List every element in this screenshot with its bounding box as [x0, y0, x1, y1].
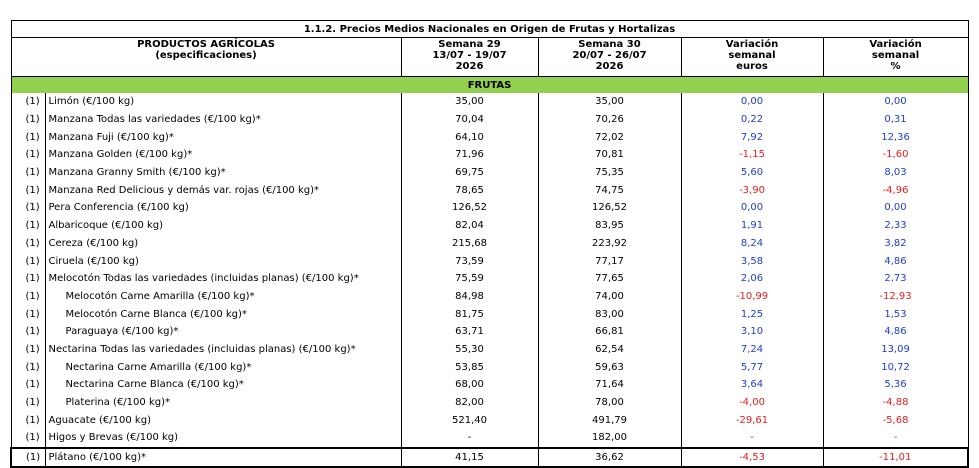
- row-mark: (1): [11, 235, 45, 253]
- variation-percent: 12,36: [823, 128, 968, 146]
- row-mark: (1): [11, 252, 45, 270]
- product-name: Higos y Brevas (€/100 kg): [45, 429, 401, 448]
- variation-euros: 3,58: [681, 252, 823, 270]
- week2-price: 182,00: [538, 429, 681, 448]
- product-name: Manzana Fuji (€/100 kg)*: [45, 128, 401, 146]
- week2-price: 75,35: [538, 164, 681, 182]
- row-mark: (1): [11, 199, 45, 217]
- week2-price: 71,64: [538, 376, 681, 394]
- header-week2: [538, 38, 681, 77]
- table-row: [11, 146, 968, 164]
- table-title: 1.1.2. Precios Medios Nacionales en Origen de Frutas y Hortalizas: [11, 21, 968, 38]
- row-mark: (1): [11, 128, 45, 146]
- week1-price: 73,59: [401, 252, 538, 270]
- table-row: [11, 252, 968, 270]
- week2-price: 77,17: [538, 252, 681, 270]
- table-row: [11, 217, 968, 235]
- table-row: [11, 93, 968, 111]
- row-mark: (1): [11, 93, 45, 111]
- variation-euros: 1,25: [681, 305, 823, 323]
- week1-price: 69,75: [401, 164, 538, 182]
- table-row: [11, 164, 968, 182]
- week1-price: 63,71: [401, 323, 538, 341]
- header-product-line1: PRODUCTOS AGRÍCOLAS: [137, 39, 275, 50]
- row-mark: (1): [11, 181, 45, 199]
- header-var-eur: [681, 38, 823, 77]
- table-row: [11, 111, 968, 129]
- variation-percent: -4,96: [823, 181, 968, 199]
- row-mark: (1): [11, 305, 45, 323]
- table-row: [11, 199, 968, 217]
- variation-percent: -11,01: [823, 448, 968, 468]
- table-row: [11, 358, 968, 376]
- row-mark: (1): [11, 146, 45, 164]
- week2-price: 72,02: [538, 128, 681, 146]
- week1-price: 81,75: [401, 305, 538, 323]
- week1-price: 71,96: [401, 146, 538, 164]
- week2-price: 70,26: [538, 111, 681, 129]
- header-week1: [401, 38, 538, 77]
- week2-price: 74,75: [538, 181, 681, 199]
- variation-euros: -10,99: [681, 288, 823, 306]
- variation-euros: 7,92: [681, 128, 823, 146]
- variation-percent: 4,86: [823, 323, 968, 341]
- product-name: Platerina (€/100 kg)*: [45, 394, 401, 412]
- product-name: Plátano (€/100 kg)*: [45, 448, 401, 468]
- row-mark: (1): [11, 341, 45, 359]
- table-row: [11, 235, 968, 253]
- section-title: FRUTAS: [11, 77, 968, 94]
- variation-percent: 3,82: [823, 235, 968, 253]
- section-row-frutas: [11, 77, 968, 94]
- week1-price: 41,15: [401, 448, 538, 468]
- product-name: Melocotón Carne Amarilla (€/100 kg)*: [45, 288, 401, 306]
- table-row: [11, 305, 968, 323]
- variation-percent: 10,72: [823, 358, 968, 376]
- header-var-pct: [823, 38, 968, 77]
- product-name: Albaricoque (€/100 kg): [45, 217, 401, 235]
- week1-price: 35,00: [401, 93, 538, 111]
- week2-price: 83,00: [538, 305, 681, 323]
- table-title-row: [11, 21, 968, 38]
- week1-price: 215,68: [401, 235, 538, 253]
- variation-euros: 5,60: [681, 164, 823, 182]
- table-row: [11, 181, 968, 199]
- header-week1-line3: 2026: [455, 61, 484, 72]
- product-name: Ciruela (€/100 kg): [45, 252, 401, 270]
- row-mark: (1): [11, 111, 45, 129]
- week2-price: 126,52: [538, 199, 681, 217]
- header-row: [11, 38, 968, 77]
- product-name: Manzana Red Delicious y demás var. rojas (€/100 kg)*: [45, 181, 401, 199]
- week1-price: -: [401, 429, 538, 448]
- product-name: Manzana Golden (€/100 kg)*: [45, 146, 401, 164]
- header-var-pct-line3: %: [890, 61, 901, 72]
- variation-euros: 0,00: [681, 199, 823, 217]
- table-row: [11, 323, 968, 341]
- table-row: [11, 341, 968, 359]
- week2-price: 77,65: [538, 270, 681, 288]
- variation-euros: -1,15: [681, 146, 823, 164]
- week1-price: 78,65: [401, 181, 538, 199]
- variation-percent: 2,33: [823, 217, 968, 235]
- header-product-line2: (especificaciones): [155, 50, 257, 61]
- variation-euros: 7,24: [681, 341, 823, 359]
- header-var-pct-line1: Variación: [869, 39, 922, 50]
- week1-price: 126,52: [401, 199, 538, 217]
- variation-percent: 0,00: [823, 199, 968, 217]
- row-mark: (1): [11, 448, 45, 468]
- header-var-eur-line3: euros: [736, 61, 768, 72]
- product-name: Manzana Todas las variedades (€/100 kg)*: [45, 111, 401, 129]
- week2-price: 66,81: [538, 323, 681, 341]
- product-name: Melocotón Todas las variedades (incluidas planas) (€/100 kg)*: [45, 270, 401, 288]
- product-name: Limón (€/100 kg): [45, 93, 401, 111]
- week1-price: 64,10: [401, 128, 538, 146]
- week2-price: 78,00: [538, 394, 681, 412]
- row-mark: (1): [11, 164, 45, 182]
- row-mark: (1): [11, 358, 45, 376]
- week1-price: 84,98: [401, 288, 538, 306]
- row-mark: (1): [11, 411, 45, 429]
- variation-percent: -4,88: [823, 394, 968, 412]
- header-product: [11, 38, 401, 77]
- header-var-pct-line2: semanal: [871, 50, 920, 61]
- variation-euros: 0,22: [681, 111, 823, 129]
- variation-euros: 0,00: [681, 93, 823, 111]
- variation-percent: 1,53: [823, 305, 968, 323]
- variation-percent: 13,09: [823, 341, 968, 359]
- variation-percent: -12,93: [823, 288, 968, 306]
- week2-price: 36,62: [538, 448, 681, 468]
- row-mark: (1): [11, 429, 45, 448]
- variation-percent: 5,36: [823, 376, 968, 394]
- week1-price: 70,04: [401, 111, 538, 129]
- product-name: Nectarina Todas las variedades (incluidas planas) (€/100 kg)*: [45, 341, 401, 359]
- product-name: Cereza (€/100 kg): [45, 235, 401, 253]
- variation-euros: -4,00: [681, 394, 823, 412]
- header-var-eur-line1: Variación: [725, 39, 779, 50]
- table-row: [11, 448, 968, 468]
- table-row: [11, 411, 968, 429]
- table-row: [11, 394, 968, 412]
- variation-euros: -3,90: [681, 181, 823, 199]
- row-mark: (1): [11, 376, 45, 394]
- variation-percent: 4,86: [823, 252, 968, 270]
- week1-price: 55,30: [401, 341, 538, 359]
- price-table: [10, 20, 969, 468]
- variation-euros: 8,24: [681, 235, 823, 253]
- header-week1-line1: Semana 29: [438, 39, 501, 50]
- price-table-container: [10, 20, 967, 468]
- header-week1-line2: 13/07 - 19/07: [432, 50, 507, 61]
- variation-percent: 2,73: [823, 270, 968, 288]
- variation-percent: -1,60: [823, 146, 968, 164]
- product-name: Aguacate (€/100 kg): [45, 411, 401, 429]
- variation-euros: 1,91: [681, 217, 823, 235]
- row-mark: (1): [11, 323, 45, 341]
- week2-price: 35,00: [538, 93, 681, 111]
- week1-price: 53,85: [401, 358, 538, 376]
- product-name: Nectarina Carne Amarilla (€/100 kg)*: [45, 358, 401, 376]
- row-mark: (1): [11, 288, 45, 306]
- variation-euros: 3,10: [681, 323, 823, 341]
- week2-price: 74,00: [538, 288, 681, 306]
- variation-percent: 0,00: [823, 93, 968, 111]
- week2-price: 62,54: [538, 341, 681, 359]
- week1-price: 75,59: [401, 270, 538, 288]
- week2-price: 83,95: [538, 217, 681, 235]
- week2-price: 491,79: [538, 411, 681, 429]
- week2-price: 59,63: [538, 358, 681, 376]
- variation-euros: -29,61: [681, 411, 823, 429]
- variation-euros: -: [681, 429, 823, 448]
- header-week2-line2: 20/07 - 26/07: [572, 50, 647, 61]
- variation-euros: 5,77: [681, 358, 823, 376]
- product-name: Paraguaya (€/100 kg)*: [45, 323, 401, 341]
- product-name: Melocotón Carne Blanca (€/100 kg)*: [45, 305, 401, 323]
- row-mark: (1): [11, 217, 45, 235]
- week1-price: 68,00: [401, 376, 538, 394]
- table-row: [11, 128, 968, 146]
- header-var-eur-line2: semanal: [728, 50, 776, 61]
- row-mark: (1): [11, 270, 45, 288]
- table-row: [11, 288, 968, 306]
- header-week2-line1: Semana 30: [578, 39, 641, 50]
- variation-percent: -5,68: [823, 411, 968, 429]
- product-name: Pera Conferencia (€/100 kg): [45, 199, 401, 217]
- variation-euros: -4,53: [681, 448, 823, 468]
- header-week2-line3: 2026: [595, 61, 624, 72]
- row-mark: (1): [11, 394, 45, 412]
- week2-price: 223,92: [538, 235, 681, 253]
- variation-euros: 3,64: [681, 376, 823, 394]
- week1-price: 82,00: [401, 394, 538, 412]
- variation-euros: 2,06: [681, 270, 823, 288]
- week2-price: 70,81: [538, 146, 681, 164]
- product-name: Manzana Granny Smith (€/100 kg)*: [45, 164, 401, 182]
- variation-percent: 8,03: [823, 164, 968, 182]
- product-name: Nectarina Carne Blanca (€/100 kg)*: [45, 376, 401, 394]
- table-row: [11, 270, 968, 288]
- week1-price: 82,04: [401, 217, 538, 235]
- table-row: [11, 376, 968, 394]
- variation-percent: -: [823, 429, 968, 448]
- variation-percent: 0,31: [823, 111, 968, 129]
- table-row: [11, 429, 968, 448]
- week1-price: 521,40: [401, 411, 538, 429]
